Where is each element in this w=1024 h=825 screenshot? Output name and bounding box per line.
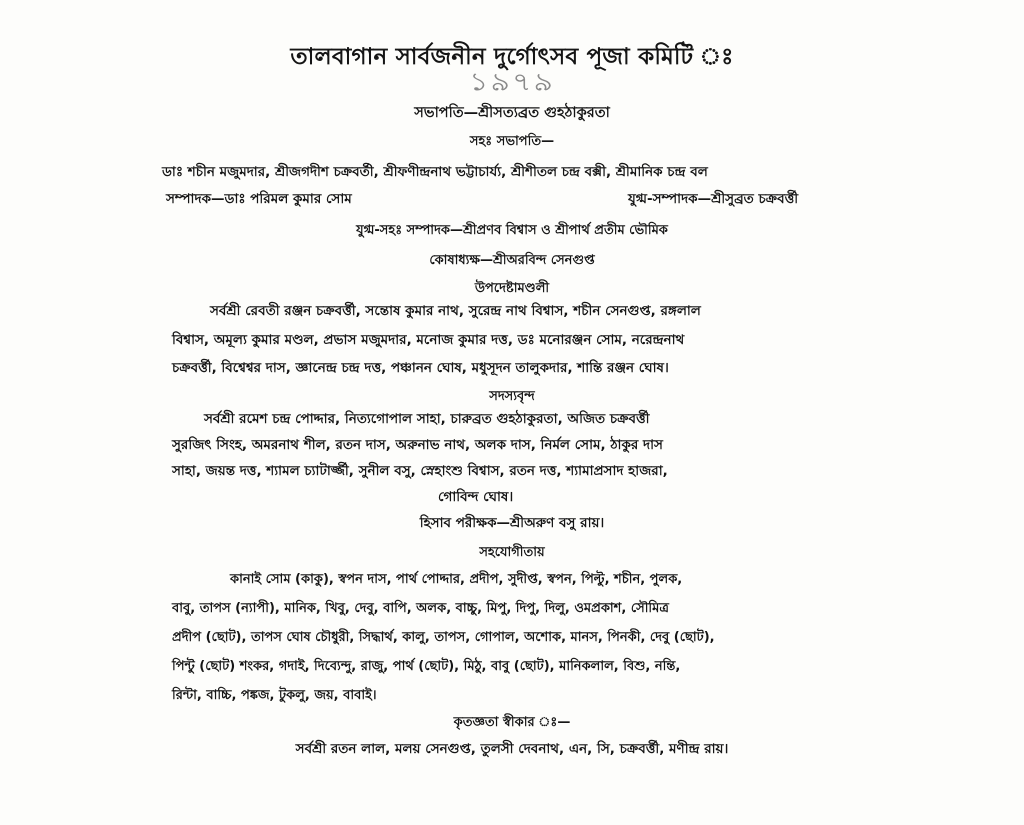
cooperation-line-5: রিন্টা, বাচ্চি, পঙ্কজ, টুকলু, জয়, বাবাই।: [172, 688, 377, 703]
joint-assistant-secretary-line: যুগ্ম-সহঃ সম্পাদক—শ্রীপ্রণব বিশ্বাস ও শ্রীপার্থ প্রতীম ভৌমিক: [356, 223, 668, 238]
members-line-2: সুরজিৎ সিংহ, অমরনাথ শীল, রতন দাস, অরুনাভ নাথ, অলক দাস, নির্মল সোম, ঠাকুর দাস: [172, 437, 663, 453]
cooperation-heading: সহযোগীতায়: [479, 545, 545, 560]
secretary-line: সম্পাদক—ডাঃ পরিমল কুমার সোম: [166, 191, 352, 207]
members-line-3: সাহা, জয়ন্ত দত্ত, শ্যামল চ্যাটার্জ্জী, সুনীল বসু, স্নেহাংশু বিশ্বাস, রতন দত্ত, শ্যামাপ্রসাদ হাজরা,: [172, 463, 668, 479]
cooperation-line-3: প্রদীপ (ছোট), তাপস ঘোষ চৌধুরী, সিদ্ধার্থ, কালু, তাপস, গোপাল, অশোক, মানস, পিনকী, দেবু (ছোট),: [172, 630, 715, 645]
cooperation-line-1: কানাই সোম (কাকু), স্বপন দাস, পার্থ পোদ্দার, প্রদীপ, সুদীপ্ত, স্বপন, পিল্টু, শচীন, পুলক,: [230, 572, 683, 587]
treasurer-line: কোষাধ্যক্ষ—শ্রীঅরবিন্দ সেনগুপ্ত: [429, 253, 595, 268]
members-line-1: সর্বশ্রী রমেশ চন্দ্র পোদ্দার, নিত্যগোপাল সাহা, চারুব্রত গুহঠাকুরতা, অজিত চক্রবর্ত্তী: [204, 411, 650, 427]
advisors-heading: উপদেষ্টামণ্ডলী: [474, 281, 550, 296]
vice-president-heading: সহঃ সভাপতি—: [469, 134, 555, 149]
vice-presidents-line: ডাঃ শচীন মজুমদার, শ্রীজগদীশ চক্রবর্তী, শ্রীফণীন্দ্রনাথ ভট্টাচার্য্য, শ্রীশীতল চন্দ্র বক্সী, শ্রীমানিক চন্দ্র বল: [162, 164, 708, 180]
cooperation-line-2: বাবু, তাপস (ন্যাপী), মানিক, খিবু, দেবু, বাপি, অলক, বাচ্চু, মিপু, দিপু, দিলু, ওমপ্রকাশ, সৌমিত্র: [172, 601, 669, 616]
acknowledgement-line: সর্বশ্রী রতন লাল, মলয় সেনগুপ্ত, তুলসী দেবনাথ, এন, সি, চক্রবর্ত্তী, মণীন্দ্র রায়।: [295, 741, 729, 757]
committee-title: তালবাগান সার্বজনীন দুর্গোৎসব পূজা কমিটি ঃ: [290, 44, 734, 70]
year-stamp: ১৯৭৯: [469, 67, 555, 98]
members-heading: সদস্যবৃন্দ: [489, 389, 535, 404]
acknowledgement-heading: কৃতজ্ঞতা স্বীকার ঃ—: [453, 715, 571, 730]
auditor-line: হিসাব পরীক্ষক—শ্রীঅরুণ বসু রায়।: [419, 515, 605, 531]
joint-secretary-line: যুগ্ম-সম্পাদক—শ্রীসুব্রত চক্রবর্ত্তী: [628, 191, 799, 207]
cooperation-line-4: পিন্টু (ছোট) শংকর, গদাই, দিব্যেন্দু, রাজু, পার্থ (ছোট), মিঠু, বাবু (ছোট), মানিকলাল, বিশু, নন্তি,: [172, 659, 681, 674]
advisors-line-2: বিশ্বাস, অমূল্য কুমার মণ্ডল, প্রভাস মজুমদার, মনোজ কুমার দত্ত, ডঃ মনোরঞ্জন সোম, নরেন্দ্রনাথ: [172, 332, 685, 348]
members-line-4: গোবিন্দ ঘোষ।: [438, 489, 514, 505]
advisors-line-3: চক্রবর্ত্তী, বিশ্বেশ্বর দাস, জ্ঞানেন্দ্র চন্দ্র দত্ত, পঞ্চানন ঘোষ, মধুসূদন তালুকদার, শান্তি রঞ্জন ঘোষ।: [172, 360, 669, 376]
president-line: সভাপতি—শ্রীসত্যব্রত গুহঠাকুরতা: [414, 105, 610, 121]
advisors-line-1: সর্বশ্রী রেবতী রঞ্জন চক্রবর্ত্তী, সন্তোষ কুমার নাথ, সুরেন্দ্র নাথ বিশ্বাস, শচীন সেনগুপ্ত, রঙ্গলাল: [210, 303, 701, 319]
